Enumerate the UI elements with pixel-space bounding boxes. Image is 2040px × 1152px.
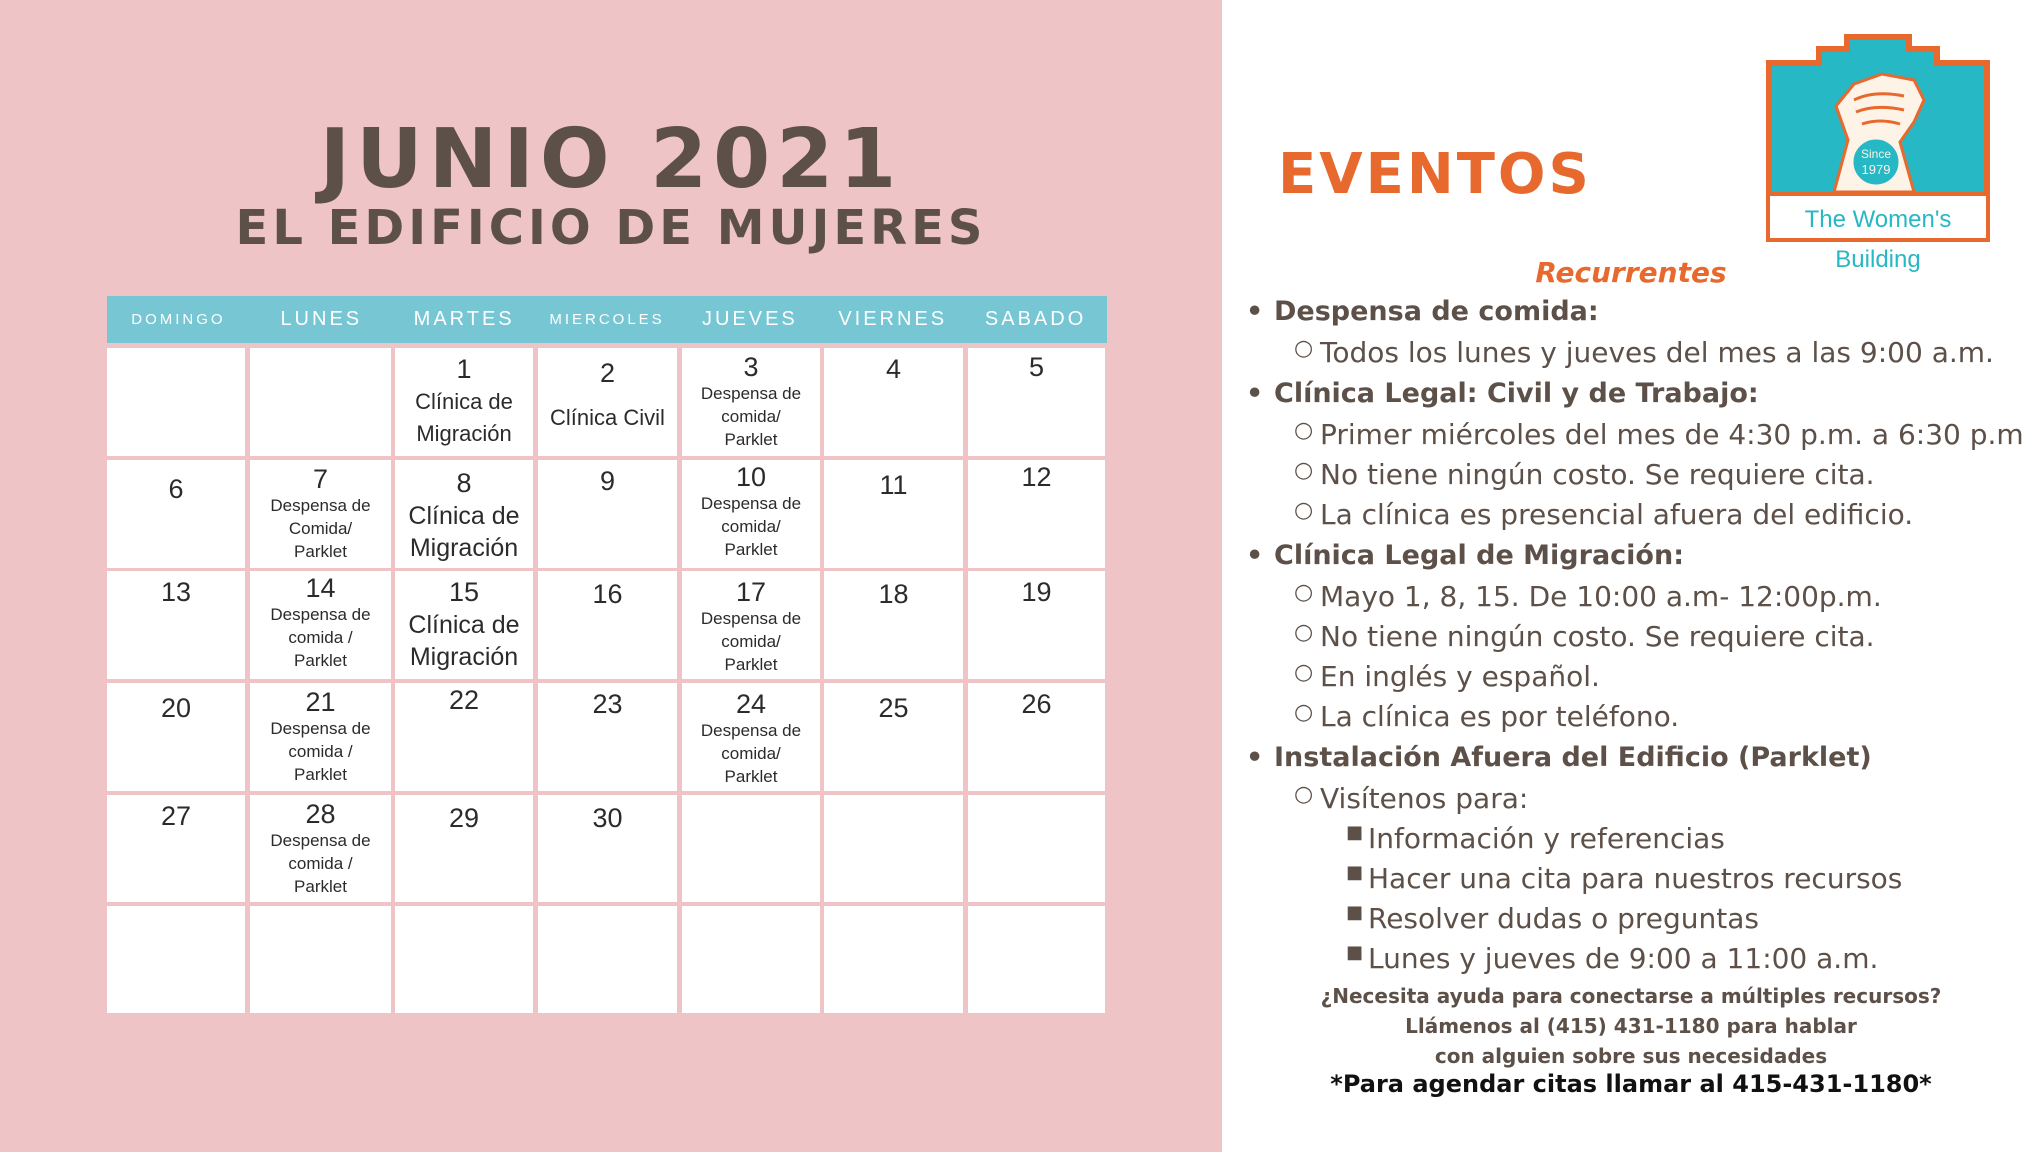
- day-number: 22: [448, 685, 480, 715]
- calendar-day-cell: [107, 906, 245, 1013]
- day-event-line: Despensa de: [700, 609, 802, 628]
- weekday-label: VIERNES: [838, 308, 948, 330]
- calendar-day-cell: [538, 348, 677, 456]
- events-title: EVENTOS: [1278, 142, 1592, 207]
- day-number: 30: [592, 803, 623, 833]
- calendar-day-cell: [824, 571, 963, 679]
- bullet-icon: ○: [1294, 580, 1314, 605]
- calendar-day-cell: [395, 571, 533, 679]
- event-item-text: Lunes y jueves de 9:00 a 11:00 a.m.: [1368, 942, 1879, 975]
- calendar-day-cell: [682, 348, 820, 456]
- calendar-day-cell: [968, 683, 1105, 791]
- day-event-line: Migración: [416, 421, 512, 446]
- calendar-grid: [107, 348, 1107, 1014]
- logo-since: Since: [1860, 147, 1892, 161]
- day-number: 3: [743, 352, 759, 382]
- day-event-line: comida /: [288, 854, 353, 873]
- event-item-text: No tiene ningún costo. Se requiere cita.: [1320, 620, 1875, 653]
- calendar-day-cell: [395, 348, 533, 456]
- event-item-text: Todos los lunes y jueves del mes a las 9:00 a.m.: [1320, 336, 1994, 369]
- day-event-line: Parklet: [724, 767, 778, 786]
- calendar-day-cell: [682, 906, 820, 1013]
- day-event-line: Parklet: [294, 765, 347, 784]
- day-event-line: Despensa de: [270, 831, 371, 850]
- weekday-label: LUNES: [280, 308, 363, 330]
- day-number: 13: [160, 577, 192, 607]
- day-number: 5: [1028, 352, 1045, 382]
- day-number: 28: [305, 799, 336, 829]
- bullet-icon: •: [1246, 378, 1264, 409]
- bullet-icon: •: [1246, 742, 1264, 773]
- bullet-icon: •: [1246, 540, 1264, 571]
- event-item-text: La clínica es presencial afuera del edificio.: [1320, 498, 1914, 531]
- calendar-day-cell: [250, 795, 391, 902]
- day-event-line: Clínica Civil: [550, 405, 665, 430]
- calendar-day-cell: [107, 571, 245, 679]
- calendar-day-cell: [395, 460, 533, 568]
- bullet-icon: ○: [1294, 458, 1314, 483]
- month-title: JUNIO 2021: [319, 112, 903, 207]
- day-event-line: Migración: [409, 643, 519, 671]
- calendar-day-cell: [250, 348, 391, 456]
- day-number: 17: [735, 577, 767, 607]
- day-number: 14: [305, 573, 336, 603]
- day-event-line: Despensa de: [270, 605, 371, 624]
- calendar-day-cell: [824, 795, 963, 902]
- day-number: 16: [592, 579, 623, 609]
- day-event-line: Parklet: [294, 651, 347, 670]
- calendar-day-cell: [538, 683, 677, 791]
- call-note: *Para agendar citas llamar al 415-431-1180*: [1330, 1070, 1932, 1098]
- calendar-day-cell: [395, 795, 533, 902]
- day-number: 6: [168, 474, 184, 504]
- calendar-day-cell: [682, 571, 820, 679]
- weekday-header: [107, 296, 1107, 343]
- logo-year: 1979: [1861, 162, 1891, 177]
- calendar-day-cell: [538, 460, 677, 568]
- calendar-day-cell: [682, 460, 820, 568]
- calendar-day-cell: [824, 906, 963, 1013]
- bullet-icon: ○: [1294, 498, 1314, 523]
- day-number: 20: [160, 693, 192, 723]
- bullet-icon: ○: [1294, 660, 1314, 685]
- event-item-text: Información y referencias: [1368, 822, 1725, 855]
- calendar-day-cell: [824, 460, 963, 568]
- bullet-icon: ○: [1294, 782, 1314, 807]
- calendar-day-cell: [250, 571, 391, 679]
- day-event-line: Despensa de: [700, 384, 802, 403]
- calendar-day-cell: [107, 683, 245, 791]
- bullet-icon: ○: [1294, 620, 1314, 645]
- calendar-day-cell: [968, 795, 1105, 902]
- recurring-heading: Recurrentes: [1535, 256, 1727, 289]
- bullet-icon: ■: [1346, 902, 1364, 923]
- bullet-icon: •: [1246, 296, 1264, 327]
- help-line: ¿Necesita ayuda para conectarse a múltiples recursos?: [1320, 984, 1942, 1008]
- calendar-day-cell: [968, 906, 1105, 1013]
- day-number: 25: [878, 693, 909, 723]
- calendar-day-cell: [107, 795, 245, 902]
- day-number: 1: [456, 354, 472, 384]
- day-event-line: Despensa de: [700, 494, 802, 513]
- event-item-text: Primer miércoles del mes de 4:30 p.m. a 6:30 p.m: [1320, 418, 2024, 451]
- day-event-line: comida/: [721, 744, 781, 763]
- day-event-line: Clínica de: [415, 389, 513, 414]
- event-item-text: Instalación Afuera del Edificio (Parklet): [1274, 742, 1872, 773]
- calendar-day-cell: [395, 683, 533, 791]
- day-number: 12: [1021, 462, 1052, 492]
- calendar-day-cell: [250, 906, 391, 1013]
- day-event-line: Clínica de: [408, 611, 520, 639]
- day-event-line: Parklet: [294, 877, 347, 896]
- day-event-line: Parklet: [724, 430, 778, 449]
- day-event-line: Parklet: [294, 542, 347, 561]
- bullet-icon: ■: [1346, 822, 1364, 843]
- bullet-icon: ○: [1294, 700, 1314, 725]
- day-event-line: Parklet: [724, 540, 778, 559]
- day-number: 15: [448, 577, 480, 607]
- day-event-line: Despensa de: [270, 496, 371, 515]
- calendar-day-cell: [107, 460, 245, 568]
- event-item-text: No tiene ningún costo. Se requiere cita.: [1320, 458, 1875, 491]
- day-number: 8: [456, 468, 472, 498]
- weekday-label: DOMINGO: [131, 311, 226, 328]
- bullet-icon: ■: [1346, 862, 1364, 883]
- event-item-text: La clínica es por teléfono.: [1320, 700, 1680, 733]
- day-event-line: comida /: [288, 628, 353, 647]
- day-event-line: Despensa de: [700, 721, 802, 740]
- calendar-day-cell: [824, 683, 963, 791]
- day-event-line: Parklet: [724, 655, 778, 674]
- event-item-text: Visítenos para:: [1320, 782, 1529, 815]
- calendar-day-cell: [968, 571, 1105, 679]
- calendar-day-cell: [250, 683, 391, 791]
- day-number: 27: [160, 801, 192, 831]
- bullet-icon: ■: [1346, 942, 1364, 963]
- day-number: 7: [312, 464, 329, 494]
- event-item-text: En inglés y español.: [1320, 660, 1600, 693]
- weekday-label: MARTES: [413, 308, 515, 330]
- calendar-day-cell: [968, 348, 1105, 456]
- day-event-line: Clínica de: [408, 502, 520, 530]
- day-number: 4: [885, 354, 902, 384]
- day-number: 19: [1021, 577, 1052, 607]
- calendar-subtitle: EL EDIFICIO DE MUJERES: [235, 200, 987, 256]
- day-event-line: Despensa de: [270, 719, 371, 738]
- logo-caption: The Women's Building: [1804, 206, 1952, 273]
- day-number: 26: [1021, 689, 1052, 719]
- event-item-text: Clínica Legal: Civil y de Trabajo:: [1274, 378, 1759, 409]
- bullet-icon: ○: [1294, 418, 1314, 443]
- day-number: 21: [305, 687, 336, 717]
- event-item-text: Mayo 1, 8, 15. De 10:00 a.m- 12:00p.m.: [1320, 580, 1882, 613]
- weekday-label: SABADO: [984, 308, 1087, 330]
- calendar-day-cell: [250, 460, 391, 568]
- day-event-line: comida/: [721, 632, 781, 651]
- day-event-line: comida/: [721, 517, 781, 536]
- day-event-line: Comida/: [288, 519, 353, 538]
- calendar-day-cell: [107, 348, 245, 456]
- day-event-line: comida/: [721, 407, 781, 426]
- day-number: 9: [599, 466, 616, 496]
- calendar-day-cell: [538, 906, 677, 1013]
- calendar-day-cell: [538, 795, 677, 902]
- calendar-day-cell: [395, 906, 533, 1013]
- day-number: 29: [448, 803, 480, 833]
- calendar-day-cell: [824, 348, 963, 456]
- calendar-day-cell: [682, 795, 820, 902]
- help-line: con alguien sobre sus necesidades: [1434, 1044, 1828, 1068]
- bullet-icon: ○: [1294, 336, 1314, 361]
- calendar-day-cell: [682, 683, 820, 791]
- day-number: 24: [735, 689, 767, 719]
- event-item-text: Clínica Legal de Migración:: [1274, 540, 1684, 571]
- event-item-text: Hacer una cita para nuestros recursos: [1368, 862, 1903, 895]
- weekday-label: MIERCOLES: [549, 311, 665, 328]
- event-item-text: Resolver dudas o preguntas: [1368, 902, 1759, 935]
- day-number: 11: [879, 470, 908, 500]
- help-line: Llámenos al (415) 431-1180 para hablar: [1405, 1014, 1857, 1038]
- day-number: 18: [878, 579, 909, 609]
- day-number: 10: [735, 462, 767, 492]
- calendar-day-cell: [968, 460, 1105, 568]
- calendar-day-cell: [538, 571, 677, 679]
- weekday-label: JUEVES: [701, 308, 798, 330]
- day-event-line: Migración: [409, 534, 519, 562]
- event-item-text: Despensa de comida:: [1274, 296, 1599, 327]
- day-number: 2: [599, 358, 616, 388]
- day-event-line: comida /: [288, 742, 353, 761]
- day-number: 23: [592, 689, 623, 719]
